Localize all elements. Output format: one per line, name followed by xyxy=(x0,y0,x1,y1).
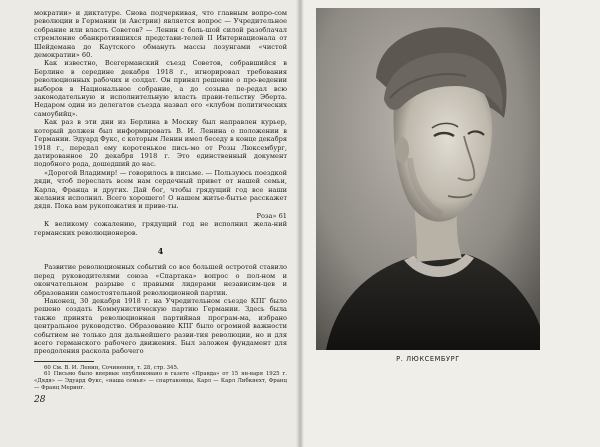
footnote: 61 Письмо было впервые опубликовано в газете «Правда» от 15 ян-варя 1925 г. «Дядя» — Эдуард Фукс, «наша семья» — спартаковцы, Карл — Карл Либкнехт, Франц — Франц Меринг. xyxy=(34,371,287,391)
footnote-rule xyxy=(34,361,94,362)
paragraph: Как раз в эти дни из Берлина в Москву был направлен курьер, который должен был информировать В. И. Ленина о положении в Германии. Эдуард Фукс, с которым Ленин имел беседу в конце декабря 1918 г., передал ему коротенькое пись-мо от Розы Люксембург, датированное 20 декабря 1918 г. Это единственный документ подобного рода, дошедший до нас. xyxy=(34,118,287,169)
book-gutter xyxy=(296,0,304,447)
letter-signature: Роза» 61 xyxy=(256,211,287,220)
photo-caption: Р. ЛЮКСЕМБУРГ xyxy=(396,355,460,363)
portrait-photo xyxy=(316,8,540,350)
section-number: 4 xyxy=(157,245,164,256)
page-number: 28 xyxy=(34,395,46,405)
quoted-letter: «Дорогой Владимир! — говорилось в письме. — Пользуюсь поездкой дяди, чтоб переслать всем нам сердечный привет от нашей семьи, Карла, Франца и других. Дай бог, чтобы грядущий год все наши желания исполнил. Всего хорошего! О нашем житье-бытье расскажет дядя. Пока вам рукопожатия и приве-ты. xyxy=(34,168,287,211)
paragraph: мократии» и диктатуре. Снова подчеркивая, что главным вопро-сом революции в Германии (и Австрии) является вопрос — Учредительное собрание или власть Советов? — Ленин с боль-шой силой разоблачал стремление обанкротившихся представи-телей II Интернационала от Шейдемана до Каутского обмануть массы лозунгами «чистой демократии» 60. xyxy=(34,9,287,60)
left-page-text xyxy=(34,9,287,391)
paragraph: Как известно, Всегерманский съезд Советов, собравшийся в Берлине в середине декабря 1918 г., игнорировал требования революционных рабочих и солдат. Он принял решение о про-ведении выборов в Национальное собрание, а до созыва пе-редал всю законодательную и исполнительную власть прави-тельству Эберта. Недаром один из делегатов съезда назвал его «клубом политических самоубийц». xyxy=(34,59,287,118)
paragraph: К великому сожалению, грядущий год не исполнил жела-ний германских революционеров. xyxy=(34,220,287,237)
paragraph: Наконец, 30 декабря 1918 г. на Учредительном съезде КПГ было решено создать Коммунистическую партию Германии. Здесь была также принята революционная партийная програм-ма, избрано центральное руководство. Образование КПГ было огромной важности событием не только для дальнейшего разви-тия революции, но и для всего германского рабочего движения. Был заложен фундамент для преодоления раскола рабочего xyxy=(34,297,287,356)
footnote: 60 См. В. И. Ленин, Сочинения, т. 28, стр. 345. xyxy=(44,364,179,371)
paragraph: Развитие революционных событий со все большей остротой ставило перед руководителями союза «Спартака» вопрос о пол-ном и окончательном разрыве с правыми лидерами независим-цев и образовании самостоятельной революционной партии. xyxy=(34,263,287,297)
